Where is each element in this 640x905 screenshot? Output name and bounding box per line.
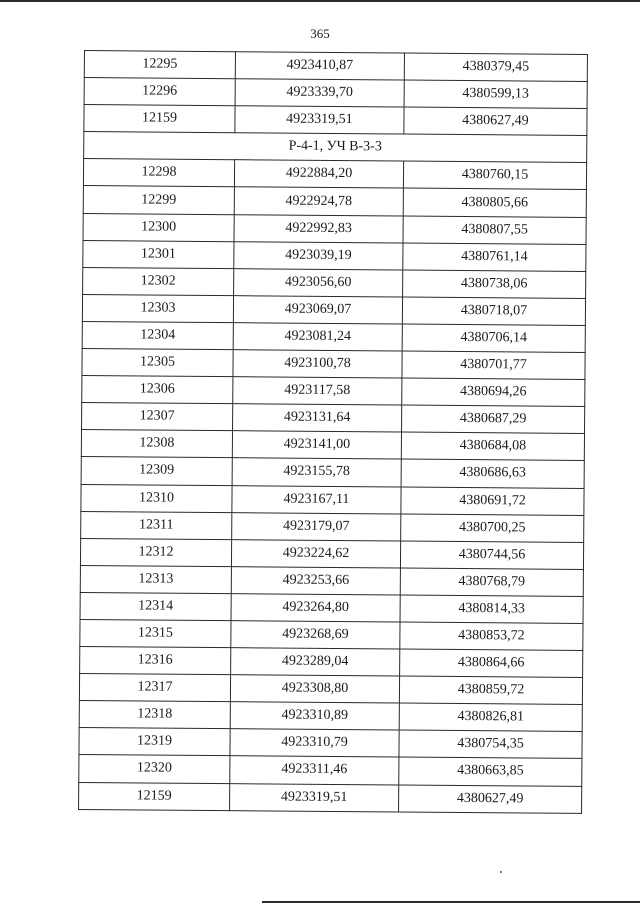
table-row <box>79 701 582 732</box>
point-number-cell: 12310 <box>81 484 232 512</box>
point-number-cell: 12298 <box>83 159 234 187</box>
table-row <box>79 755 582 786</box>
table-row <box>82 403 585 434</box>
x-coordinate-cell: 4923319,51 <box>230 783 399 811</box>
x-coordinate-cell: 4922992,83 <box>234 214 403 242</box>
y-coordinate-cell: 4380694,26 <box>402 378 585 407</box>
y-coordinate-cell: 4380700,25 <box>401 514 584 543</box>
table-row <box>82 294 585 325</box>
y-coordinate-cell: 4380807,55 <box>403 216 586 245</box>
point-number-cell: 12296 <box>84 78 235 106</box>
point-number-cell: 12304 <box>82 321 233 349</box>
point-number-cell: 12319 <box>79 728 230 756</box>
y-coordinate-cell: 4380691,72 <box>401 487 584 516</box>
x-coordinate-cell: 4923339,70 <box>235 79 404 107</box>
point-number-cell: 12309 <box>81 457 232 485</box>
y-coordinate-cell: 4380663,85 <box>399 757 582 786</box>
point-number-cell: 12317 <box>79 674 230 702</box>
x-coordinate-cell: 4923311,46 <box>230 756 399 784</box>
y-coordinate-cell: 4380701,77 <box>402 351 585 380</box>
table-row <box>79 782 582 813</box>
point-number-cell: 12295 <box>84 51 235 79</box>
table-row <box>80 592 583 623</box>
x-coordinate-cell: 4923141,00 <box>232 431 401 459</box>
y-coordinate-cell: 4380814,33 <box>400 595 583 624</box>
point-number-cell: 12318 <box>79 701 230 729</box>
table-row <box>84 51 587 82</box>
section-heading-row <box>84 132 587 163</box>
y-coordinate-cell: 4380706,14 <box>402 324 585 353</box>
point-number-cell: 12306 <box>82 376 233 404</box>
point-number-cell: 12302 <box>83 267 234 295</box>
x-coordinate-cell: 4923100,78 <box>233 350 402 378</box>
point-number-cell: 12301 <box>83 240 234 268</box>
y-coordinate-cell: 4380744,56 <box>400 541 583 570</box>
point-number-cell: 12314 <box>80 592 231 620</box>
y-coordinate-cell: 4380754,35 <box>399 730 582 759</box>
y-coordinate-cell: 4380760,15 <box>403 161 586 190</box>
x-coordinate-cell: 4923131,64 <box>233 404 402 432</box>
scan-bottom-edge <box>262 901 640 903</box>
table-row <box>83 213 586 244</box>
y-coordinate-cell: 4380761,14 <box>403 243 586 272</box>
y-coordinate-cell: 4380379,45 <box>404 53 587 82</box>
table-row <box>80 538 583 569</box>
y-coordinate-cell: 4380687,29 <box>402 405 585 434</box>
table-row <box>82 321 585 352</box>
coordinates-table-body <box>79 51 588 814</box>
table-row <box>82 349 585 380</box>
y-coordinate-cell: 4380599,13 <box>404 80 587 109</box>
page-number: 365 <box>310 26 330 41</box>
table-row <box>79 728 582 759</box>
table-row <box>81 484 584 515</box>
table-row <box>83 267 586 298</box>
x-coordinate-cell: 4923069,07 <box>233 296 402 324</box>
scan-top-edge <box>0 0 640 2</box>
y-coordinate-cell: 4380864,66 <box>400 649 583 678</box>
point-number-cell: 12300 <box>83 213 234 241</box>
x-coordinate-cell: 4923253,66 <box>231 566 400 594</box>
point-number-cell: 12299 <box>83 186 234 214</box>
y-coordinate-cell: 4380686,63 <box>401 459 584 488</box>
table-row <box>81 511 584 542</box>
x-coordinate-cell: 4923319,51 <box>235 106 404 134</box>
x-coordinate-cell: 4923410,87 <box>235 52 404 80</box>
point-number-cell: 12311 <box>81 511 232 539</box>
point-number-cell: 12313 <box>80 565 231 593</box>
x-coordinate-cell: 4923039,19 <box>234 241 403 269</box>
table-row <box>84 78 587 109</box>
table-row <box>81 457 584 488</box>
x-coordinate-cell: 4922884,20 <box>234 160 403 188</box>
x-coordinate-cell: 4923081,24 <box>233 323 402 351</box>
x-coordinate-cell: 4923289,04 <box>231 648 400 676</box>
y-coordinate-cell: 4380684,08 <box>401 432 584 461</box>
x-coordinate-cell: 4923056,60 <box>234 268 403 296</box>
y-coordinate-cell: 4380627,49 <box>399 785 582 814</box>
point-number-cell: 12303 <box>82 294 233 322</box>
table-row <box>84 105 587 136</box>
point-number-cell: 12308 <box>81 430 232 458</box>
x-coordinate-cell: 4923167,11 <box>232 485 401 513</box>
x-coordinate-cell: 4923264,80 <box>231 594 400 622</box>
section-heading: Р-4-1, УЧ В-3-3 <box>84 132 587 163</box>
table-row <box>80 647 583 678</box>
point-number-cell: 12312 <box>80 538 231 566</box>
coordinates-table <box>78 50 588 814</box>
x-coordinate-cell: 4923117,58 <box>233 377 402 405</box>
y-coordinate-cell: 4380627,49 <box>404 107 587 136</box>
point-number-cell: 12320 <box>79 755 230 783</box>
x-coordinate-cell: 4923310,89 <box>230 702 399 730</box>
table-row <box>81 430 584 461</box>
table-row <box>83 159 586 190</box>
y-coordinate-cell: 4380859,72 <box>399 676 582 705</box>
x-coordinate-cell: 4923310,79 <box>230 729 399 757</box>
table-row <box>80 619 583 650</box>
y-coordinate-cell: 4380718,07 <box>402 297 585 326</box>
table-row <box>79 674 582 705</box>
point-number-cell: 12159 <box>79 782 230 810</box>
y-coordinate-cell: 4380826,81 <box>399 703 582 732</box>
x-coordinate-cell: 4923179,07 <box>232 512 401 540</box>
y-coordinate-cell: 4380738,06 <box>403 270 586 299</box>
y-coordinate-cell: 4380805,66 <box>403 188 586 217</box>
y-coordinate-cell: 4380853,72 <box>400 622 583 651</box>
point-number-cell: 12316 <box>80 647 231 675</box>
x-coordinate-cell: 4923268,69 <box>231 621 400 649</box>
table-row <box>83 240 586 271</box>
table-row <box>80 565 583 596</box>
scan-speck <box>500 871 502 873</box>
point-number-cell: 12315 <box>80 619 231 647</box>
table-row <box>82 376 585 407</box>
point-number-cell: 12307 <box>82 403 233 431</box>
table-row <box>83 186 586 217</box>
x-coordinate-cell: 4923155,78 <box>232 458 401 486</box>
point-number-cell: 12305 <box>82 349 233 377</box>
y-coordinate-cell: 4380768,79 <box>400 568 583 597</box>
x-coordinate-cell: 4923224,62 <box>231 539 400 567</box>
x-coordinate-cell: 4923308,80 <box>230 675 399 703</box>
x-coordinate-cell: 4922924,78 <box>234 187 403 215</box>
point-number-cell: 12159 <box>84 105 235 133</box>
